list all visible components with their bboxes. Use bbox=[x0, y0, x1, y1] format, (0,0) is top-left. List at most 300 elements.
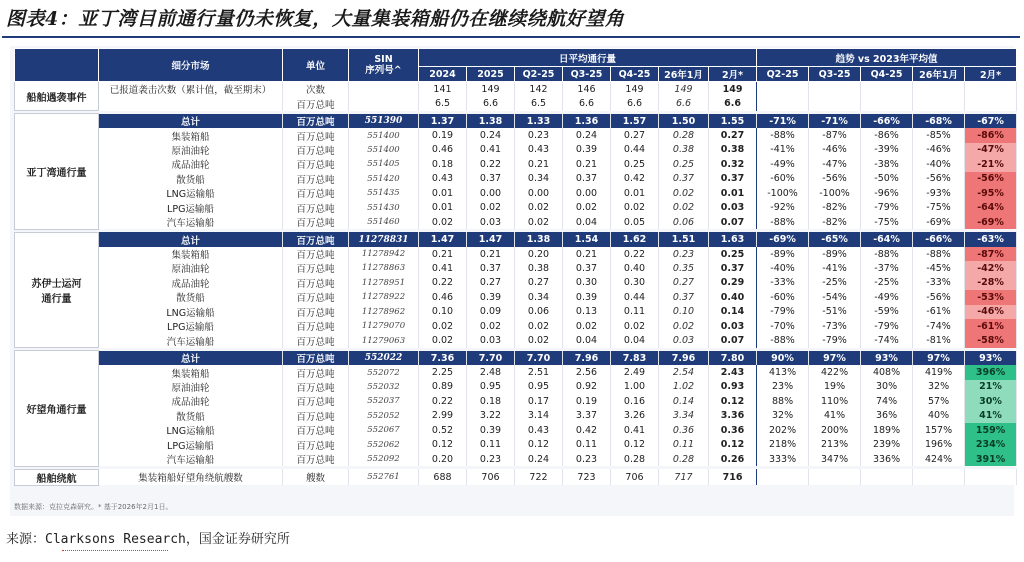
daily-value-cell: 0.00 bbox=[467, 186, 515, 200]
daily-value-cell: 0.21 bbox=[419, 247, 467, 261]
trend-value-cell: -64% bbox=[861, 232, 913, 246]
category-label: 船舶遇袭事件 bbox=[15, 82, 99, 111]
header-daily-col: 2024 bbox=[419, 67, 467, 82]
daily-value-cell: 0.42 bbox=[611, 172, 659, 186]
daily-value-cell: 2.51 bbox=[515, 365, 563, 379]
trend-value-cell: -39% bbox=[861, 143, 913, 157]
segment-name: 成品油轮 bbox=[99, 394, 283, 408]
daily-value-cell: 1.38 bbox=[515, 232, 563, 246]
trend-value-cell: -67% bbox=[965, 114, 1017, 128]
daily-value-cell: 7.70 bbox=[515, 351, 563, 365]
daily-value-cell: 0.23 bbox=[467, 452, 515, 466]
daily-value-cell: 7.96 bbox=[563, 351, 611, 365]
unit-cell: 次数 bbox=[283, 82, 349, 97]
table-row bbox=[15, 215, 1017, 229]
trend-value-cell bbox=[861, 82, 913, 97]
table-row bbox=[15, 143, 1017, 157]
daily-value-cell: 722 bbox=[515, 469, 563, 485]
category-label: 苏伊士运河 通行量 bbox=[15, 232, 99, 348]
header-sin-text: SIN 序列号^ bbox=[365, 54, 402, 76]
daily-value-cell: 1.47 bbox=[467, 232, 515, 246]
trend-value-cell: -25% bbox=[861, 276, 913, 290]
daily-value-cell: 0.01 bbox=[419, 201, 467, 215]
trend-value-cell: -74% bbox=[861, 333, 913, 347]
trend-value-cell: -88% bbox=[757, 215, 809, 229]
daily-value-cell: 0.27 bbox=[515, 276, 563, 290]
daily-value-cell: 0.02 bbox=[515, 215, 563, 229]
daily-value-cell: 0.12 bbox=[611, 438, 659, 452]
data-footnote: 数据来源：克拉克森研究。* 基于2026年2月1日。 bbox=[14, 503, 173, 511]
sin-cell: 11278922 bbox=[349, 290, 419, 304]
trend-value-cell: -53% bbox=[965, 290, 1017, 304]
unit-cell: 百万总吨 bbox=[283, 394, 349, 408]
trend-value-cell: -47% bbox=[965, 143, 1017, 157]
header-trend-col: Q3-25 bbox=[809, 67, 861, 82]
daily-value-cell: 0.02 bbox=[659, 319, 709, 333]
daily-value-cell: 0.24 bbox=[515, 452, 563, 466]
trend-value-cell: -75% bbox=[913, 201, 965, 215]
daily-value-cell: 3.26 bbox=[611, 409, 659, 423]
daily-value-cell: 3.22 bbox=[467, 409, 515, 423]
daily-value-cell: 0.25 bbox=[709, 247, 757, 261]
table-row bbox=[15, 82, 1017, 97]
segment-name: LNG运输船 bbox=[99, 423, 283, 437]
unit-cell: 百万总吨 bbox=[283, 290, 349, 304]
sin-cell: 552037 bbox=[349, 394, 419, 408]
daily-value-cell: 0.00 bbox=[515, 186, 563, 200]
table-row bbox=[15, 423, 1017, 437]
daily-value-cell: 0.10 bbox=[419, 305, 467, 319]
daily-value-cell: 0.92 bbox=[563, 380, 611, 394]
daily-value-cell: 0.95 bbox=[515, 380, 563, 394]
daily-value-cell: 149 bbox=[659, 82, 709, 97]
sin-cell: 551400 bbox=[349, 143, 419, 157]
trend-value-cell: 90% bbox=[757, 351, 809, 365]
sin-cell: 552052 bbox=[349, 409, 419, 423]
daily-value-cell: 0.28 bbox=[659, 452, 709, 466]
daily-value-cell: 0.03 bbox=[659, 333, 709, 347]
daily-value-cell: 0.21 bbox=[563, 247, 611, 261]
trend-value-cell: -87% bbox=[809, 128, 861, 142]
daily-value-cell: 706 bbox=[467, 469, 515, 485]
trend-value-cell: -56% bbox=[913, 172, 965, 186]
trend-value-cell: 36% bbox=[861, 409, 913, 423]
table-row bbox=[15, 290, 1017, 304]
table-row bbox=[15, 96, 1017, 110]
daily-value-cell: 0.23 bbox=[659, 247, 709, 261]
trend-value-cell: -42% bbox=[965, 261, 1017, 275]
daily-value-cell: 0.41 bbox=[467, 143, 515, 157]
table-row bbox=[15, 438, 1017, 452]
daily-value-cell: 0.18 bbox=[419, 157, 467, 171]
trend-value-cell: 333% bbox=[757, 452, 809, 466]
daily-value-cell: 0.02 bbox=[515, 201, 563, 215]
table-row bbox=[15, 409, 1017, 423]
daily-value-cell: 716 bbox=[709, 469, 757, 485]
segment-name: 已报道袭击次数（累计值，截至期末） bbox=[99, 82, 283, 97]
trend-value-cell: -33% bbox=[913, 276, 965, 290]
daily-value-cell: 0.03 bbox=[709, 319, 757, 333]
trend-value-cell: -69% bbox=[913, 215, 965, 229]
sin-cell: 551400 bbox=[349, 128, 419, 142]
daily-value-cell: 1.38 bbox=[467, 114, 515, 128]
daily-value-cell: 0.41 bbox=[611, 423, 659, 437]
trend-value-cell: -59% bbox=[861, 305, 913, 319]
daily-value-cell: 0.02 bbox=[419, 333, 467, 347]
daily-value-cell: 0.37 bbox=[563, 172, 611, 186]
trend-value-cell: 422% bbox=[809, 365, 861, 379]
daily-value-cell: 0.26 bbox=[709, 452, 757, 466]
trend-value-cell bbox=[913, 82, 965, 97]
daily-value-cell: 3.14 bbox=[515, 409, 563, 423]
daily-value-cell: 2.48 bbox=[467, 365, 515, 379]
trend-value-cell: -56% bbox=[965, 172, 1017, 186]
header-blank bbox=[15, 49, 99, 82]
trend-value-cell: -68% bbox=[913, 114, 965, 128]
daily-value-cell: 0.21 bbox=[467, 247, 515, 261]
header-daily-col: Q2-25 bbox=[515, 67, 563, 82]
daily-value-cell: 0.38 bbox=[709, 143, 757, 157]
daily-value-cell: 0.19 bbox=[419, 128, 467, 142]
trend-value-cell: -69% bbox=[965, 215, 1017, 229]
trend-value-cell: -50% bbox=[861, 172, 913, 186]
daily-value-cell: 0.23 bbox=[563, 452, 611, 466]
sin-cell: 552062 bbox=[349, 438, 419, 452]
trend-value-cell: 23% bbox=[757, 380, 809, 394]
source-underline bbox=[62, 548, 168, 551]
trend-value-cell: -81% bbox=[913, 333, 965, 347]
daily-value-cell: 0.36 bbox=[709, 423, 757, 437]
sin-cell: 552761 bbox=[349, 469, 419, 485]
daily-value-cell: 0.02 bbox=[563, 201, 611, 215]
daily-value-cell: 1.63 bbox=[709, 232, 757, 246]
daily-value-cell: 0.44 bbox=[611, 290, 659, 304]
header-trend-col: 26年1月 bbox=[913, 67, 965, 82]
daily-value-cell: 0.02 bbox=[563, 319, 611, 333]
trend-value-cell: -46% bbox=[965, 305, 1017, 319]
trend-value-cell: -60% bbox=[757, 172, 809, 186]
daily-value-cell: 1.54 bbox=[563, 232, 611, 246]
segment-name: 总计 bbox=[99, 232, 283, 246]
trend-value-cell: 110% bbox=[809, 394, 861, 408]
daily-value-cell: 141 bbox=[419, 82, 467, 97]
daily-value-cell: 0.41 bbox=[419, 261, 467, 275]
daily-value-cell: 1.62 bbox=[611, 232, 659, 246]
trend-value-cell: -88% bbox=[757, 333, 809, 347]
segment-name: 散货船 bbox=[99, 172, 283, 186]
daily-value-cell: 2.56 bbox=[563, 365, 611, 379]
segment-name bbox=[99, 96, 283, 110]
daily-value-cell: 0.01 bbox=[709, 186, 757, 200]
daily-value-cell: 142 bbox=[515, 82, 563, 97]
trend-value-cell bbox=[757, 82, 809, 97]
trend-value-cell: 57% bbox=[913, 394, 965, 408]
daily-value-cell: 0.38 bbox=[515, 261, 563, 275]
daily-value-cell: 7.70 bbox=[467, 351, 515, 365]
segment-name: 散货船 bbox=[99, 409, 283, 423]
daily-value-cell: 0.04 bbox=[563, 215, 611, 229]
header-daily-col: 26年1月 bbox=[659, 67, 709, 82]
daily-value-cell: 0.03 bbox=[467, 333, 515, 347]
trend-value-cell: -63% bbox=[965, 232, 1017, 246]
trend-value-cell: 202% bbox=[757, 423, 809, 437]
daily-value-cell: 0.28 bbox=[659, 128, 709, 142]
unit-cell: 百万总吨 bbox=[283, 261, 349, 275]
trend-value-cell: 213% bbox=[809, 438, 861, 452]
daily-value-cell: 0.93 bbox=[709, 380, 757, 394]
unit-cell: 百万总吨 bbox=[283, 215, 349, 229]
trend-value-cell: -33% bbox=[757, 276, 809, 290]
header-trend-col: Q2-25 bbox=[757, 67, 809, 82]
daily-value-cell: 6.6 bbox=[563, 96, 611, 110]
trend-value-cell: -82% bbox=[809, 215, 861, 229]
trend-value-cell: 97% bbox=[913, 351, 965, 365]
segment-name: 集装箱船 bbox=[99, 247, 283, 261]
trend-value-cell: -86% bbox=[861, 128, 913, 142]
trend-value-cell bbox=[965, 82, 1017, 97]
daily-value-cell: 0.14 bbox=[659, 394, 709, 408]
sin-cell: 11278863 bbox=[349, 261, 419, 275]
trend-value-cell bbox=[913, 469, 965, 485]
unit-cell: 百万总吨 bbox=[283, 201, 349, 215]
trend-value-cell: 93% bbox=[965, 351, 1017, 365]
table-row bbox=[15, 305, 1017, 319]
daily-value-cell: 0.43 bbox=[515, 143, 563, 157]
daily-value-cell: 0.12 bbox=[515, 438, 563, 452]
sin-cell: 552092 bbox=[349, 452, 419, 466]
trend-value-cell bbox=[861, 96, 913, 110]
daily-value-cell: 0.37 bbox=[659, 290, 709, 304]
trend-value-cell: -46% bbox=[809, 143, 861, 157]
daily-value-cell: 2.49 bbox=[611, 365, 659, 379]
daily-value-cell: 0.27 bbox=[467, 276, 515, 290]
sin-cell bbox=[349, 96, 419, 110]
daily-value-cell: 0.39 bbox=[563, 290, 611, 304]
daily-value-cell: 0.02 bbox=[419, 215, 467, 229]
daily-value-cell: 0.02 bbox=[611, 201, 659, 215]
trend-value-cell bbox=[965, 469, 1017, 485]
daily-value-cell: 723 bbox=[563, 469, 611, 485]
unit-cell: 百万总吨 bbox=[283, 186, 349, 200]
unit-cell: 百万总吨 bbox=[283, 128, 349, 142]
daily-value-cell: 0.39 bbox=[563, 143, 611, 157]
table-row bbox=[15, 172, 1017, 186]
trend-value-cell: -49% bbox=[757, 157, 809, 171]
category-label: 好望角通行量 bbox=[15, 351, 99, 467]
unit-cell: 百万总吨 bbox=[283, 333, 349, 347]
daily-value-cell: 0.42 bbox=[563, 423, 611, 437]
daily-value-cell: 149 bbox=[467, 82, 515, 97]
daily-value-cell: 1.00 bbox=[611, 380, 659, 394]
unit-cell: 百万总吨 bbox=[283, 276, 349, 290]
trend-value-cell: 347% bbox=[809, 452, 861, 466]
segment-name: 成品油轮 bbox=[99, 157, 283, 171]
daily-value-cell: 0.17 bbox=[515, 394, 563, 408]
unit-cell: 百万总吨 bbox=[283, 438, 349, 452]
trend-value-cell: 40% bbox=[913, 409, 965, 423]
daily-value-cell: 0.30 bbox=[563, 276, 611, 290]
unit-cell: 百万总吨 bbox=[283, 351, 349, 365]
sin-cell: 11278951 bbox=[349, 276, 419, 290]
daily-value-cell: 0.24 bbox=[467, 128, 515, 142]
total-row bbox=[15, 232, 1017, 246]
daily-value-cell: 3.36 bbox=[709, 409, 757, 423]
trend-value-cell: -56% bbox=[809, 172, 861, 186]
trend-value-cell: 93% bbox=[861, 351, 913, 365]
sin-cell: 551430 bbox=[349, 201, 419, 215]
trend-value-cell: -47% bbox=[809, 157, 861, 171]
daily-value-cell: 6.6 bbox=[709, 96, 757, 110]
segment-name: 成品油轮 bbox=[99, 276, 283, 290]
sin-cell: 551435 bbox=[349, 186, 419, 200]
sin-cell: 11278942 bbox=[349, 247, 419, 261]
unit-cell: 百万总吨 bbox=[283, 143, 349, 157]
unit-cell: 百万总吨 bbox=[283, 157, 349, 171]
daily-value-cell: 1.47 bbox=[419, 232, 467, 246]
table-row bbox=[15, 452, 1017, 466]
sin-cell: 551390 bbox=[349, 114, 419, 128]
segment-name: LNG运输船 bbox=[99, 186, 283, 200]
trend-value-cell: 30% bbox=[861, 380, 913, 394]
header-unit: 单位 bbox=[283, 49, 349, 82]
daily-value-cell: 0.07 bbox=[709, 215, 757, 229]
daily-value-cell: 3.37 bbox=[563, 409, 611, 423]
trend-value-cell: -88% bbox=[757, 128, 809, 142]
unit-cell: 百万总吨 bbox=[283, 305, 349, 319]
daily-value-cell: 0.01 bbox=[611, 186, 659, 200]
header-trend-group: 趋势 vs 2023年平均值 bbox=[757, 49, 1017, 67]
daily-value-cell: 6.5 bbox=[515, 96, 563, 110]
daily-value-cell: 0.12 bbox=[709, 394, 757, 408]
sin-cell: 11278831 bbox=[349, 232, 419, 246]
trend-value-cell: -56% bbox=[913, 290, 965, 304]
daily-value-cell: 0.29 bbox=[709, 276, 757, 290]
table-row bbox=[15, 365, 1017, 379]
trend-value-cell: 21% bbox=[965, 380, 1017, 394]
trend-value-cell bbox=[757, 96, 809, 110]
daily-value-cell: 0.22 bbox=[467, 157, 515, 171]
daily-value-cell: 0.03 bbox=[467, 215, 515, 229]
daily-value-cell: 0.13 bbox=[563, 305, 611, 319]
daily-value-cell: 0.02 bbox=[419, 319, 467, 333]
daily-value-cell: 0.37 bbox=[709, 172, 757, 186]
daily-value-cell: 0.11 bbox=[563, 438, 611, 452]
unit-cell: 百万总吨 bbox=[283, 247, 349, 261]
daily-value-cell: 706 bbox=[611, 469, 659, 485]
sin-cell: 11279063 bbox=[349, 333, 419, 347]
daily-value-cell: 0.00 bbox=[563, 186, 611, 200]
daily-value-cell: 0.30 bbox=[611, 276, 659, 290]
trend-value-cell bbox=[913, 96, 965, 110]
daily-value-cell: 1.33 bbox=[515, 114, 563, 128]
table-row bbox=[15, 247, 1017, 261]
trend-value-cell: -88% bbox=[913, 247, 965, 261]
daily-value-cell: 0.12 bbox=[419, 438, 467, 452]
sin-cell: 551420 bbox=[349, 172, 419, 186]
total-row bbox=[15, 351, 1017, 365]
trend-value-cell bbox=[965, 96, 1017, 110]
daily-value-cell: 0.37 bbox=[563, 261, 611, 275]
sin-cell: 11279070 bbox=[349, 319, 419, 333]
category-label: 船舶绕航 bbox=[15, 469, 99, 485]
daily-value-cell: 0.07 bbox=[709, 333, 757, 347]
daily-value-cell: 0.32 bbox=[709, 157, 757, 171]
daily-value-cell: 6.5 bbox=[419, 96, 467, 110]
trend-value-cell: -41% bbox=[809, 261, 861, 275]
daily-value-cell: 0.03 bbox=[709, 201, 757, 215]
daily-value-cell: 3.34 bbox=[659, 409, 709, 423]
unit-cell: 百万总吨 bbox=[283, 380, 349, 394]
trend-value-cell: -96% bbox=[861, 186, 913, 200]
sin-cell: 552072 bbox=[349, 365, 419, 379]
trend-value-cell: -51% bbox=[809, 305, 861, 319]
trend-value-cell: -79% bbox=[861, 201, 913, 215]
trend-value-cell: -74% bbox=[913, 319, 965, 333]
daily-value-cell: 0.20 bbox=[419, 452, 467, 466]
table-row bbox=[15, 394, 1017, 408]
trend-value-cell: 234% bbox=[965, 438, 1017, 452]
table-row bbox=[15, 201, 1017, 215]
trend-value-cell: 88% bbox=[757, 394, 809, 408]
trend-value-cell: -40% bbox=[757, 261, 809, 275]
trend-value-cell: -70% bbox=[757, 319, 809, 333]
daily-value-cell: 0.20 bbox=[515, 247, 563, 261]
table-row bbox=[15, 157, 1017, 171]
segment-name: LPG运输船 bbox=[99, 201, 283, 215]
header-sin bbox=[349, 49, 419, 82]
trend-value-cell: -86% bbox=[965, 128, 1017, 142]
daily-value-cell: 7.83 bbox=[611, 351, 659, 365]
daily-value-cell: 0.21 bbox=[563, 157, 611, 171]
daily-value-cell: 0.01 bbox=[419, 186, 467, 200]
trend-value-cell: 391% bbox=[965, 452, 1017, 466]
unit-cell: 百万总吨 bbox=[283, 423, 349, 437]
daily-value-cell: 0.43 bbox=[515, 423, 563, 437]
table-row bbox=[15, 319, 1017, 333]
daily-value-cell: 0.05 bbox=[611, 215, 659, 229]
daily-value-cell: 0.02 bbox=[467, 201, 515, 215]
daily-value-cell: 0.11 bbox=[467, 438, 515, 452]
trend-value-cell: 239% bbox=[861, 438, 913, 452]
daily-value-cell: 0.44 bbox=[611, 143, 659, 157]
segment-name: 汽车运输船 bbox=[99, 333, 283, 347]
daily-value-cell: 0.35 bbox=[659, 261, 709, 275]
unit-cell: 百万总吨 bbox=[283, 96, 349, 110]
segment-name: 原油油轮 bbox=[99, 261, 283, 275]
trend-value-cell bbox=[809, 469, 861, 485]
daily-value-cell: 0.02 bbox=[659, 186, 709, 200]
header-trend-col: Q4-25 bbox=[861, 67, 913, 82]
daily-value-cell: 1.51 bbox=[659, 232, 709, 246]
trend-value-cell: -61% bbox=[913, 305, 965, 319]
daily-value-cell: 0.37 bbox=[467, 261, 515, 275]
daily-value-cell: 0.21 bbox=[515, 157, 563, 171]
daily-value-cell: 6.6 bbox=[611, 96, 659, 110]
daily-value-cell: 7.36 bbox=[419, 351, 467, 365]
trend-value-cell: -100% bbox=[757, 186, 809, 200]
trend-value-cell: -66% bbox=[861, 114, 913, 128]
daily-value-cell: 1.50 bbox=[659, 114, 709, 128]
trend-value-cell: -38% bbox=[861, 157, 913, 171]
trend-value-cell: -61% bbox=[965, 319, 1017, 333]
unit-cell: 百万总吨 bbox=[283, 114, 349, 128]
segment-name: 总计 bbox=[99, 351, 283, 365]
header-daily-col: Q3-25 bbox=[563, 67, 611, 82]
trend-value-cell: -41% bbox=[757, 143, 809, 157]
daily-value-cell: 2.25 bbox=[419, 365, 467, 379]
daily-value-cell: 0.09 bbox=[467, 305, 515, 319]
sin-cell: 551460 bbox=[349, 215, 419, 229]
